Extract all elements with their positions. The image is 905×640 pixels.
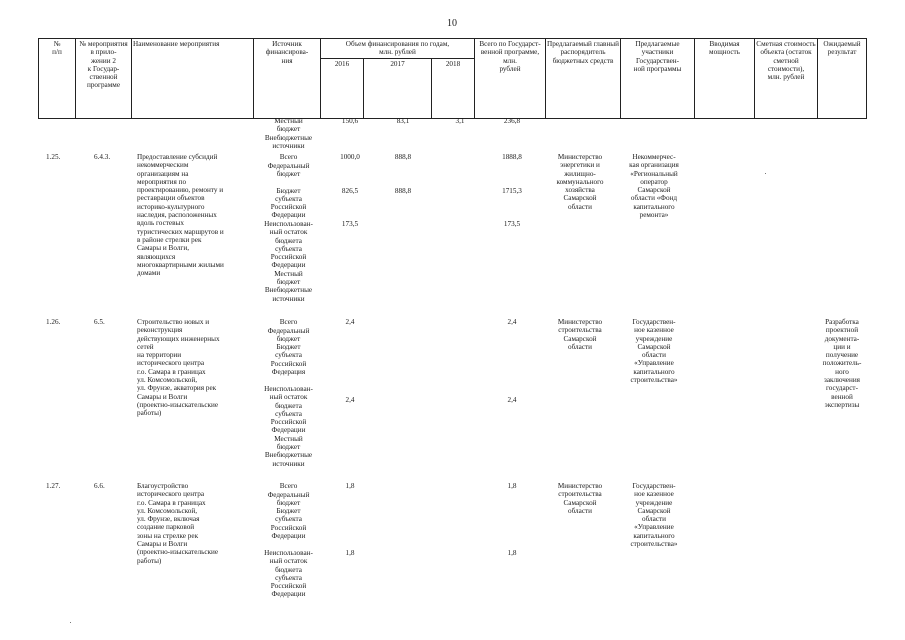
row-event: 6.4.3.: [94, 153, 111, 161]
row-name: Строительство новых и реконструкция действующих инженерных сетей на территории исторического центра г.о. Самара в границах ул. Комсомольской, ул. Фрунзе, акватория рек Самары и Волги (проектно-изыскательские работы): [137, 318, 220, 418]
row-manager: Министерство энергетики и жилищно- коммунального хозяйства Самарской области: [556, 153, 604, 211]
row-src-total: Всего: [279, 318, 298, 326]
scan-speck: [765, 173, 766, 174]
row-result: Разработка проектной документа- ции и получение положитель- ного заключения государст- венной экспертизы: [822, 318, 862, 409]
row-src-unused: Неиспользован- ный остаток бюджета субъекта Российской Федерации: [264, 549, 313, 599]
header-num: № п/п: [39, 39, 76, 119]
row-num: 1.25.: [46, 153, 61, 161]
row-src-regional: Бюджет субъекта Российской Федерация: [270, 343, 307, 376]
header-total: Всего по Государст- венной программе, млн. рублей: [475, 39, 546, 119]
row-btotal: 1715,3: [502, 186, 522, 195]
header-source: Источник финансирова- ния: [254, 39, 321, 119]
carry-total: 236,8: [503, 117, 521, 125]
header-2017: 2017: [364, 58, 432, 118]
row-participants: Государствен- ное казенное учреждение Самарской области «Управление капитального строительства»: [630, 318, 678, 385]
row-manager: Министерство строительства Самарской области: [557, 318, 603, 351]
row-b2017: 888,8: [394, 186, 412, 195]
row-a2016: 2,4: [345, 318, 355, 326]
row-a2016: 1000,0: [340, 153, 360, 161]
header-manager: Предлагаемый главный распорядитель бюджетных средств: [546, 39, 621, 119]
row-a2016: 1,8: [345, 482, 355, 490]
row-src-unused: Неиспользован- ный остаток бюджета субъекта Российской Федерации Местный бюджет Внебюджетные источники: [264, 220, 313, 303]
row-a2017: 888,8: [394, 153, 412, 161]
row-atotal: 2,4: [507, 318, 517, 326]
row-b2016: 826,5: [341, 186, 359, 195]
row-num: 1.26.: [46, 318, 61, 326]
row-src-federal: Федеральный бюджет: [267, 490, 310, 507]
header-capacity: Вводимая мощность: [695, 39, 755, 119]
header-name: Наименование мероприятия: [132, 39, 254, 119]
row-c2016: 2,4: [345, 396, 355, 404]
carry-2017: 83,1: [396, 117, 410, 125]
row-event: 6.5.: [94, 318, 105, 326]
row-src-federal: Федеральный бюджет: [267, 326, 310, 343]
row-c2016: 1,8: [345, 549, 355, 557]
header-result: Ожидаемый результат: [818, 39, 867, 119]
header-2016: 2016: [321, 58, 364, 118]
row-src-unused: Неиспользован- ный остаток бюджета субъекта Российской Федерации Местный бюджет Внебюджетные источники: [264, 385, 313, 468]
row-name: Благоустройство исторического центра г.о. Самара в границах ул. Комсомольской, ул. Фрунзе, включая создание парковой зоны на стрелке рек Самары и Волги (проектно-изыскательские работы): [137, 482, 219, 565]
row-ctotal: 2,4: [507, 396, 517, 404]
header-funding: Объем финансирования по годам, млн. рублей: [321, 39, 475, 59]
row-ctotal: 173,5: [503, 220, 521, 228]
carry-source: Местный бюджет Внебюджетные источники: [264, 117, 313, 150]
header-2018: 2018: [432, 58, 475, 118]
row-c2016: 173,5: [341, 220, 359, 228]
row-manager: Министерство строительства Самарской области: [557, 482, 603, 515]
row-src-regional: Бюджет субъекта Российской Федерации: [270, 507, 307, 540]
row-participants: Государствен- ное казенное учреждение Самарской области «Управление капитального строительства»: [630, 482, 678, 549]
row-num: 1.27.: [46, 482, 61, 490]
row-src-regional: Бюджет субъекта Российской Федерации: [270, 186, 307, 220]
header-event-num: № мероприятия в прило- жении 2 к Государ- ственной программе: [76, 39, 132, 119]
row-src-total: Всего: [279, 482, 298, 490]
carry-2016: 150,6: [341, 117, 359, 125]
row-name: Предоставление субсидий некоммерческим организациям на мероприятия по проектированию, ремонту и реставрации объектов историко-культурного наследия, расположенных вдоль гостевых туристических маршрутов и в районе стрелки рек Самары и Волги, являющихся многоквартирными жилыми домами: [137, 153, 224, 278]
carry-2018: 3,1: [455, 117, 465, 125]
row-src-total: Всего: [279, 153, 298, 161]
table-header: [38, 38, 867, 119]
header-cost: Сметная стоимость объекта (остаток сметной стоимости), млн. рублей: [755, 39, 818, 119]
row-src-federal: Федеральный бюджет: [267, 161, 310, 178]
scan-speck: [70, 622, 71, 623]
page-number: 10: [447, 18, 457, 29]
row-ctotal: 1,8: [507, 549, 517, 557]
row-atotal: 1,8: [507, 482, 517, 490]
row-event: 6.6.: [94, 482, 105, 490]
header-participants: Предлагаемые участники Государствен- ной программы: [621, 39, 695, 119]
row-participants: Некоммерчес- кая организация «Региональный оператор Самарской области «Фонд капитального ремонта»: [629, 153, 679, 220]
row-atotal: 1888,8: [502, 153, 522, 161]
